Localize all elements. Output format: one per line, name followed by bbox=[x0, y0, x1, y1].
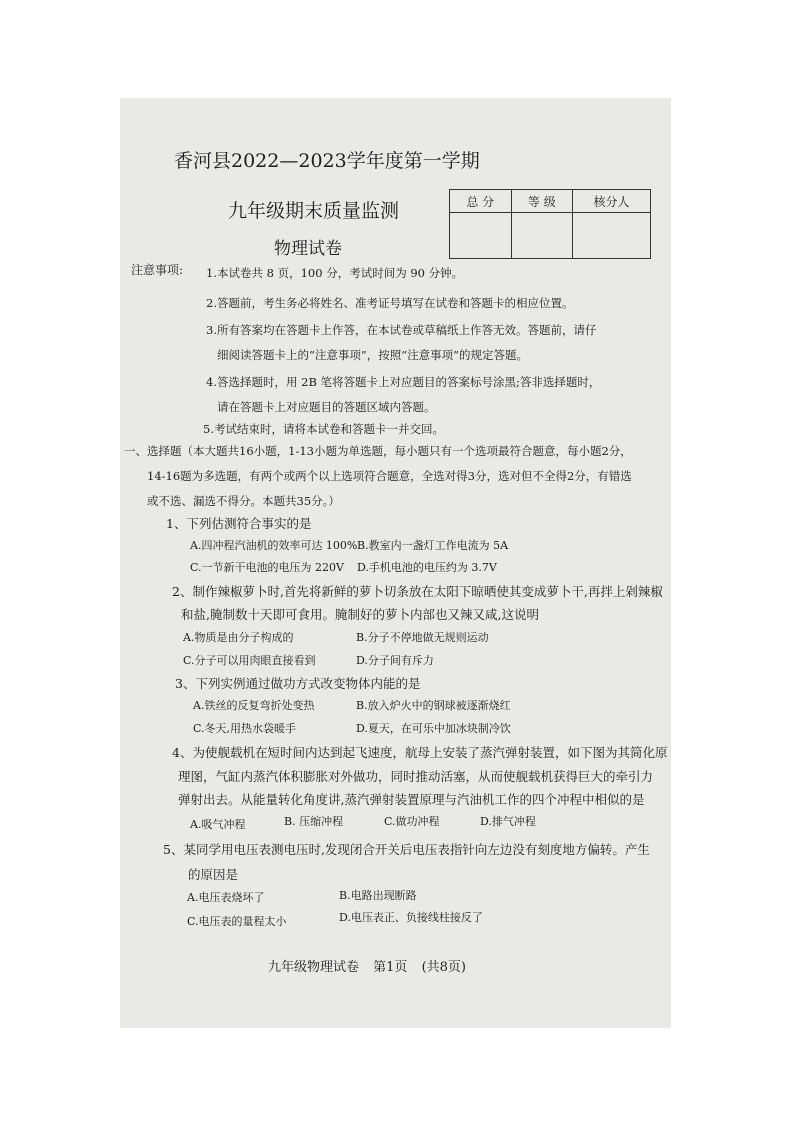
footer-total-pages: (共8页) bbox=[421, 960, 466, 975]
notice-label: 注意事项: bbox=[131, 263, 184, 277]
question-5-option-a[interactable]: A.电压表烧坏了 bbox=[187, 891, 265, 904]
exam-title-line2: 九年级期末质量监测 bbox=[228, 200, 400, 222]
score-table bbox=[449, 189, 651, 259]
question-3-stem: 3、下列实例通过做功方式改变物体内能的是 bbox=[175, 676, 421, 691]
question-5-option-c[interactable]: C.电压表的量程太小 bbox=[187, 915, 287, 928]
question-5-option-b[interactable]: B.电路出现断路 bbox=[339, 889, 417, 902]
score-cell-total[interactable] bbox=[450, 213, 512, 259]
question-3-option-c[interactable]: C.冬天,用热水袋暖手 bbox=[193, 722, 297, 735]
question-2-option-b[interactable]: B.分子不停地做无规则运动 bbox=[356, 631, 489, 644]
footer-page-number: 第1页 bbox=[373, 960, 408, 975]
score-header-checker: 核分人 bbox=[573, 190, 651, 213]
question-3-option-b[interactable]: B.放入炉火中的钢球被逐渐烧红 bbox=[356, 699, 511, 712]
notice-item-3: 3.所有答案均在答题卡上作答，在本试卷或草稿纸上作答无效。答题前，请仔 bbox=[206, 323, 597, 337]
exam-subject-title: 物理试卷 bbox=[274, 239, 342, 259]
score-header-grade: 等 级 bbox=[511, 190, 573, 213]
question-5-stem-1: 5、某同学用电压表测电压时,发现闭合开关后电压表指针向左边没有刻度地方偏转。产生 bbox=[163, 842, 650, 857]
question-2-option-c[interactable]: C.分子可以用肉眼直接看到 bbox=[183, 654, 316, 667]
question-4-option-a[interactable]: A.吸气冲程 bbox=[190, 818, 246, 831]
question-4-stem-3: 弹射出去。从能量转化角度讲,蒸汽弹射装置原理与汽油机工作的四个冲程中相似的是 bbox=[178, 792, 645, 807]
question-4-stem-2: 理图，气缸内蒸汽体积膨胀对外做功，同时推动活塞，从而使舰载机获得巨大的牵引力 bbox=[178, 769, 654, 784]
question-4-option-c[interactable]: C.做功冲程 bbox=[384, 815, 440, 828]
section1-instructions-3: 或不选、漏选不得分。本题共35分。） bbox=[147, 494, 340, 508]
question-5-stem-2: 的原因是 bbox=[188, 867, 239, 882]
notice-item-5: 5.考试结束时，请将本试卷和答题卡一并交回。 bbox=[203, 422, 444, 436]
question-2-stem-1: 2、制作辣椒萝卜时,首先将新鲜的萝卜切条放在太阳下晾晒使其变成萝卜干,再拌上剁辣椒 bbox=[172, 584, 663, 599]
question-4-stem-1: 4、为使舰载机在短时间内达到起飞速度，航母上安装了蒸汽弹射装置，如下图为其简化原 bbox=[172, 745, 668, 760]
section1-instructions-2: 14-16题为多选题，有两个或两个以上选项符合题意，全选对得3分，选对但不全得2分，有错选 bbox=[147, 469, 632, 483]
question-2-stem-2: 和盐,腌制数十天即可食用。腌制好的萝卜内部也又辣又咸,这说明 bbox=[181, 607, 539, 622]
question-1-option-a[interactable]: A.四冲程汽油机的效率可达 100% bbox=[190, 539, 358, 552]
exam-title-line1: 香河县2022—2023学年度第一学期 bbox=[174, 150, 480, 172]
score-header-total: 总 分 bbox=[450, 190, 512, 213]
question-2-option-a[interactable]: A.物质是由分子构成的 bbox=[183, 631, 294, 644]
question-1-stem: 1、下列估测符合事实的是 bbox=[166, 516, 312, 531]
page-footer bbox=[268, 956, 476, 975]
question-3-option-a[interactable]: A.铁丝的反复弯折处变热 bbox=[193, 699, 315, 712]
question-1-option-c[interactable]: C.一节新干电池的电压为 220V bbox=[190, 561, 344, 574]
notice-item-4-cont: 请在答题卡上对应题目的答题区域内答题。 bbox=[217, 400, 436, 414]
question-1-option-b[interactable]: B.教室内一盏灯工作电流为 5A bbox=[357, 539, 509, 552]
question-5-option-d[interactable]: D.电压表正、负接线柱接反了 bbox=[339, 911, 483, 924]
question-2-option-d[interactable]: D.分子间有斥力 bbox=[356, 654, 434, 667]
notice-item-3-cont: 细阅读答题卡上的“注意事项”，按照“注意事项”的规定答题。 bbox=[217, 348, 529, 362]
footer-subject: 九年级物理试卷 bbox=[268, 960, 360, 975]
question-4-option-d[interactable]: D.排气冲程 bbox=[480, 815, 536, 828]
notice-item-2: 2.答题前，考生务必将姓名、准考证号填写在试卷和答题卡的相应位置。 bbox=[206, 296, 574, 310]
notice-item-1: 1.本试卷共 8 页，100 分，考试时间为 90 分钟。 bbox=[206, 266, 464, 280]
question-4-option-b[interactable]: B. 压缩冲程 bbox=[284, 815, 344, 828]
notice-item-4: 4.答选择题时，用 2B 笔将答题卡上对应题目的答案标号涂黑;答非选择题时， bbox=[206, 375, 601, 389]
score-cell-grade[interactable] bbox=[511, 213, 573, 259]
question-3-option-d[interactable]: D.夏天，在可乐中加冰块制冷饮 bbox=[356, 722, 511, 735]
score-cell-checker[interactable] bbox=[573, 213, 651, 259]
question-1-option-d[interactable]: D.手机电池的电压约为 3.7V bbox=[357, 561, 497, 574]
section1-instructions-1: 一、选择题（本大题共16小题，1-13小题为单选题，每小题只有一个选项最符合题意，每小题2分， bbox=[124, 444, 632, 458]
